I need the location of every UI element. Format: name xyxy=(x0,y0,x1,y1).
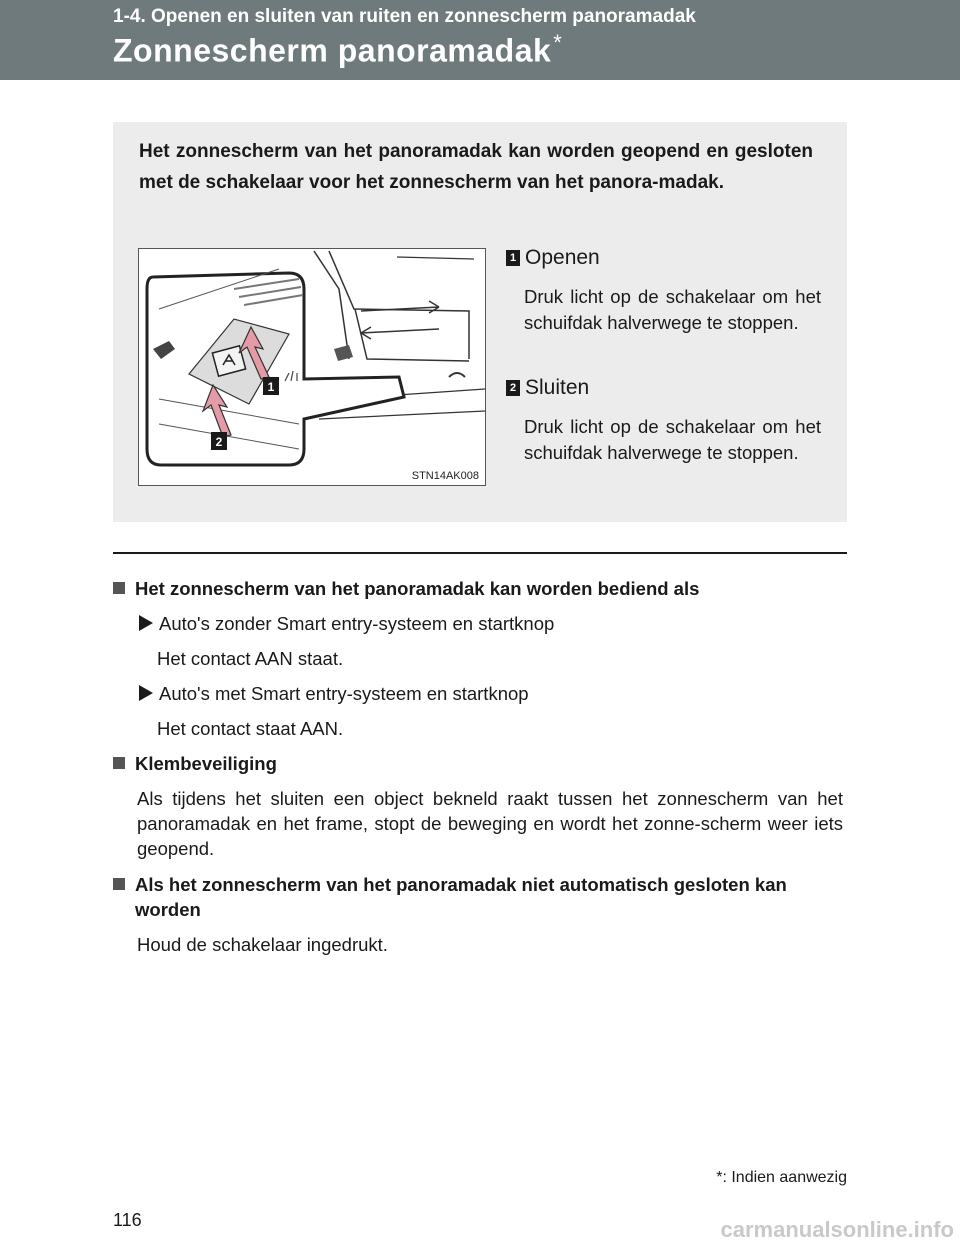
step-label: Sluiten xyxy=(525,376,590,399)
footnote xyxy=(716,1169,847,1187)
info-box xyxy=(113,122,847,522)
footnote-text: : Indien aanwezig xyxy=(722,1169,847,1186)
body-text xyxy=(113,576,843,968)
footnote-asterisk: * xyxy=(716,1169,723,1186)
square-bullet-icon xyxy=(113,878,125,890)
subheading-text: Klembeveiliging xyxy=(135,753,277,774)
paragraph: Als tijdens het sluiten een object bekneld raakt tussen het zonnescherm van het panoramadak en het frame, stopt de beweging en wordt het zonne-scherm weer iets geopend. xyxy=(137,788,843,859)
step-number-badge: 1 xyxy=(506,250,520,266)
step-text: Druk licht op de schakelaar om het schuifdak halverwege te stoppen. xyxy=(524,416,821,463)
illustration-drawing xyxy=(139,249,485,485)
list-item xyxy=(139,611,843,636)
square-bullet-icon xyxy=(113,582,125,594)
paragraph: Houd de schakelaar ingedrukt. xyxy=(137,934,388,955)
subheading-text: Het zonnescherm van het panoramadak kan worden bediend als xyxy=(135,578,700,599)
page-number: 116 xyxy=(113,1210,142,1230)
svg-text:1: 1 xyxy=(267,380,275,394)
step-open xyxy=(506,244,821,336)
sunshade-switch-illustration xyxy=(138,248,486,486)
page-title-text: Zonnescherm panoramadak xyxy=(113,32,552,69)
step-number-badge: 2 xyxy=(506,380,520,396)
triangle-bullet-icon xyxy=(139,615,153,631)
list-item xyxy=(139,681,843,706)
page-title xyxy=(113,30,562,70)
list-item-detail: Het contact AAN staat. xyxy=(157,648,344,669)
triangle-bullet-icon xyxy=(139,685,153,701)
step-label: Openen xyxy=(525,246,600,269)
subheading-manual-close xyxy=(113,872,843,922)
step-close xyxy=(506,374,821,466)
square-bullet-icon xyxy=(113,757,125,769)
subheading-jam-protection xyxy=(113,751,843,776)
subheading-operation-conditions xyxy=(113,576,843,601)
list-item-text: Auto's met Smart entry-systeem en startknop xyxy=(159,683,529,704)
section-title: 1-4. Openen en sluiten van ruiten en zonnescherm panoramadak xyxy=(113,6,696,27)
intro-text: Het zonnescherm van het panoramadak kan worden geopend en gesloten met de schakelaar voor het zonnescherm van het panora-madak. xyxy=(139,141,813,193)
list-item-text: Auto's zonder Smart entry-systeem en startknop xyxy=(159,613,555,634)
title-asterisk: * xyxy=(553,30,563,55)
step-text: Druk licht op de schakelaar om het schuifdak halverwege te stoppen. xyxy=(524,286,821,333)
page-header xyxy=(0,0,960,80)
svg-text:2: 2 xyxy=(215,435,223,449)
list-item-detail: Het contact staat AAN. xyxy=(157,718,344,739)
figure-code: STN14AK008 xyxy=(411,470,479,482)
subheading-text: Als het zonnescherm van het panoramadak niet automatisch gesloten kan worden xyxy=(135,874,787,920)
divider xyxy=(113,552,847,554)
watermark: carmanualsonline.info xyxy=(720,1217,954,1242)
